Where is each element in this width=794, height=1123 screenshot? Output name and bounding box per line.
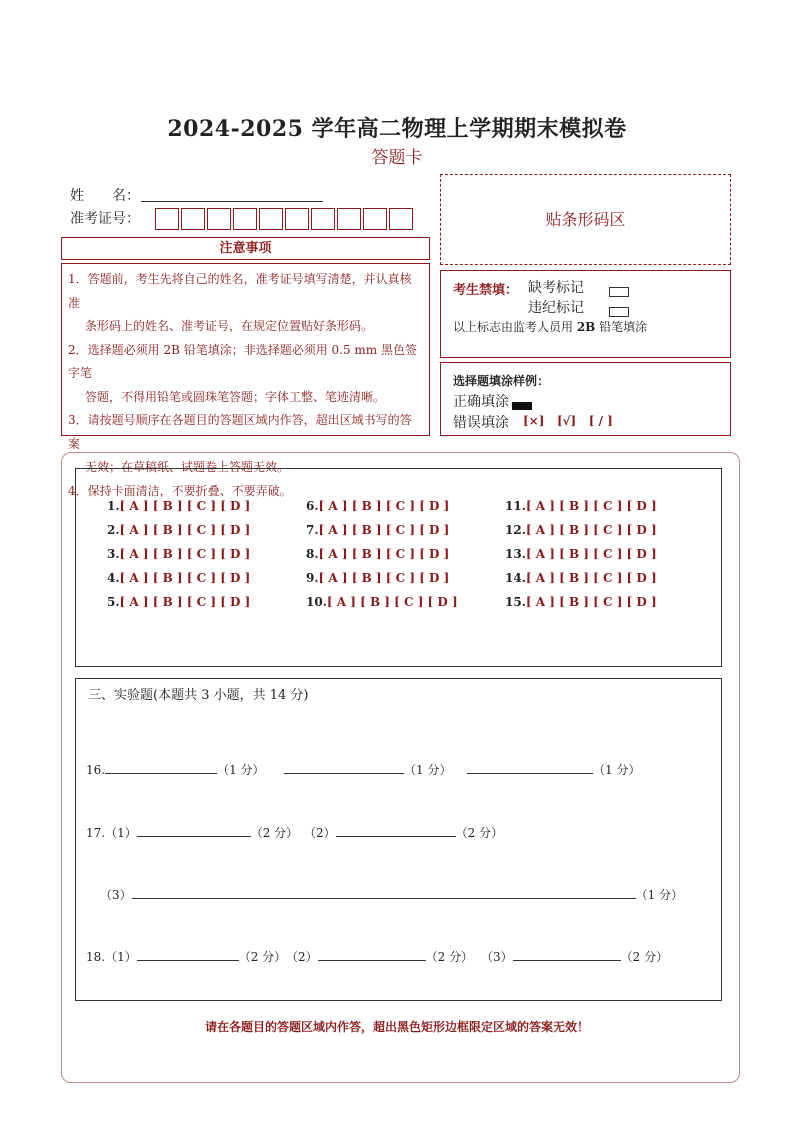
fill-sample-box bbox=[440, 362, 731, 436]
barcode-area bbox=[440, 174, 731, 265]
fill-sample-title: 选择题填涂样例： bbox=[453, 374, 550, 388]
answer-line[interactable] bbox=[513, 948, 621, 961]
notice-item: 4．保持卡面清洁，不要折叠、不要弄破。 bbox=[68, 483, 292, 498]
notice-item: 3．请按题号顺序在各题目的答题区域内作答，超出区域书写的答案 无效；在草稿纸、试题卷上答题无效。 bbox=[68, 413, 412, 474]
notice-title: 注意事项 bbox=[61, 237, 430, 260]
id-digit-box[interactable] bbox=[285, 208, 309, 230]
answer-line[interactable] bbox=[132, 886, 636, 899]
wrong-fill-marks: [×] [√] [ / ] bbox=[523, 414, 613, 428]
answer-line[interactable] bbox=[284, 761, 404, 774]
choice-row[interactable]: 2.[ A ] [ B ] [ C ] [ D ] bbox=[107, 523, 251, 537]
absent-mark[interactable] bbox=[609, 281, 629, 300]
id-digit-box[interactable] bbox=[389, 208, 413, 230]
id-number-boxes[interactable] bbox=[155, 208, 415, 230]
id-digit-box[interactable] bbox=[337, 208, 361, 230]
choice-column-3 bbox=[505, 499, 657, 619]
choice-column-1 bbox=[107, 499, 250, 619]
choice-row[interactable]: 9.[ A ] [ B ] [ C ] [ D ] bbox=[306, 571, 450, 585]
page-title: 2024-2025 学年高二物理上学期期末模拟卷 bbox=[167, 116, 627, 142]
choice-row[interactable]: 4.[ A ] [ B ] [ C ] [ D ] bbox=[107, 571, 251, 585]
question-17-part-2: （2） （2 分） bbox=[304, 826, 504, 840]
notice-item: 1．答题前，考生先将自己的姓名，准考证号填写清楚，并认真核准 条形码上的姓名、准考证号，在规定位置贴好条形码。 bbox=[68, 272, 412, 333]
wrong-fill-label: 错误填涂 bbox=[453, 415, 509, 431]
choice-row[interactable]: 10.[ A ] [ B ] [ C ] [ D ] bbox=[306, 595, 458, 609]
name-label: 姓 名： bbox=[70, 188, 140, 204]
answer-line[interactable] bbox=[137, 824, 251, 837]
question-17: 17.（1） （2 分） bbox=[86, 826, 299, 840]
id-digit-box[interactable] bbox=[233, 208, 257, 230]
notice-box bbox=[61, 263, 430, 498]
choice-row[interactable]: 7.[ A ] [ B ] [ C ] [ D ] bbox=[306, 523, 450, 537]
forbidden-label: 考生禁填： bbox=[453, 283, 519, 298]
question-18-part-3: （3） （2 分） bbox=[481, 950, 669, 964]
answer-line[interactable] bbox=[467, 761, 593, 774]
choice-row[interactable]: 12.[ A ] [ B ] [ C ] [ D ] bbox=[505, 523, 657, 537]
choice-row[interactable]: 5.[ A ] [ B ] [ C ] [ D ] bbox=[107, 595, 251, 609]
choice-row[interactable]: 3.[ A ] [ B ] [ C ] [ D ] bbox=[107, 547, 251, 561]
question-16-blank-2: （1 分） bbox=[284, 761, 451, 778]
question-17-part-3: （3） （1 分） bbox=[100, 888, 684, 902]
page-subtitle: 答题卡 bbox=[371, 148, 423, 168]
question-18: 18.（1） （2 分） bbox=[86, 950, 287, 964]
id-digit-box[interactable] bbox=[155, 208, 179, 230]
notice-item: 2．选择题必须用 2B 铅笔填涂；非选择题必须用 0.5 mm 黑色签字笔 答题，不得用铅笔或圆珠笔答题；字体工整、笔迹清晰。 bbox=[68, 342, 418, 404]
question-16: 16. （1 分） bbox=[86, 763, 265, 777]
id-digit-box[interactable] bbox=[181, 208, 205, 230]
question-16-blank-3: （1 分） bbox=[467, 761, 640, 778]
choice-row[interactable]: 13.[ A ] [ B ] [ C ] [ D ] bbox=[505, 547, 657, 561]
experiment-heading: 三、实验题(本题共 3 小题，共 14 分) bbox=[88, 688, 309, 703]
choice-row[interactable]: 15.[ A ] [ B ] [ C ] [ D ] bbox=[505, 595, 657, 609]
name-field[interactable] bbox=[141, 201, 323, 202]
question-18-part-2: （2） （2 分） bbox=[286, 950, 474, 964]
choice-row[interactable]: 8.[ A ] [ B ] [ C ] [ D ] bbox=[306, 547, 450, 561]
correct-fill-mark bbox=[512, 395, 532, 414]
answer-line[interactable] bbox=[137, 948, 239, 961]
id-digit-box[interactable] bbox=[363, 208, 387, 230]
forbidden-box bbox=[440, 270, 731, 358]
footer-note: 请在各题目的答题区域内作答，超出黑色矩形边框限定区域的答案无效！ bbox=[204, 1020, 589, 1034]
id-digit-box[interactable] bbox=[207, 208, 231, 230]
choice-column-2 bbox=[306, 499, 458, 619]
correct-fill-label: 正确填涂 bbox=[453, 394, 509, 410]
answer-line[interactable] bbox=[105, 761, 217, 774]
absent-label: 缺考标记 bbox=[528, 280, 584, 296]
id-digit-box[interactable] bbox=[259, 208, 283, 230]
violation-label: 违纪标记 bbox=[528, 300, 584, 316]
choice-row[interactable]: 1.[ A ] [ B ] [ C ] [ D ] bbox=[107, 499, 251, 513]
answer-line[interactable] bbox=[336, 824, 456, 837]
id-label: 准考证号： bbox=[70, 211, 140, 227]
answer-line[interactable] bbox=[318, 948, 426, 961]
forbidden-note: 以上标志由监考人员用 2B 铅笔填涂 bbox=[453, 320, 648, 334]
choice-row[interactable]: 11.[ A ] [ B ] [ C ] [ D ] bbox=[505, 499, 657, 513]
barcode-label: 贴条形码区 bbox=[545, 210, 626, 229]
choice-row[interactable]: 14.[ A ] [ B ] [ C ] [ D ] bbox=[505, 571, 657, 585]
id-digit-box[interactable] bbox=[311, 208, 335, 230]
choice-row[interactable]: 6.[ A ] [ B ] [ C ] [ D ] bbox=[306, 499, 450, 513]
